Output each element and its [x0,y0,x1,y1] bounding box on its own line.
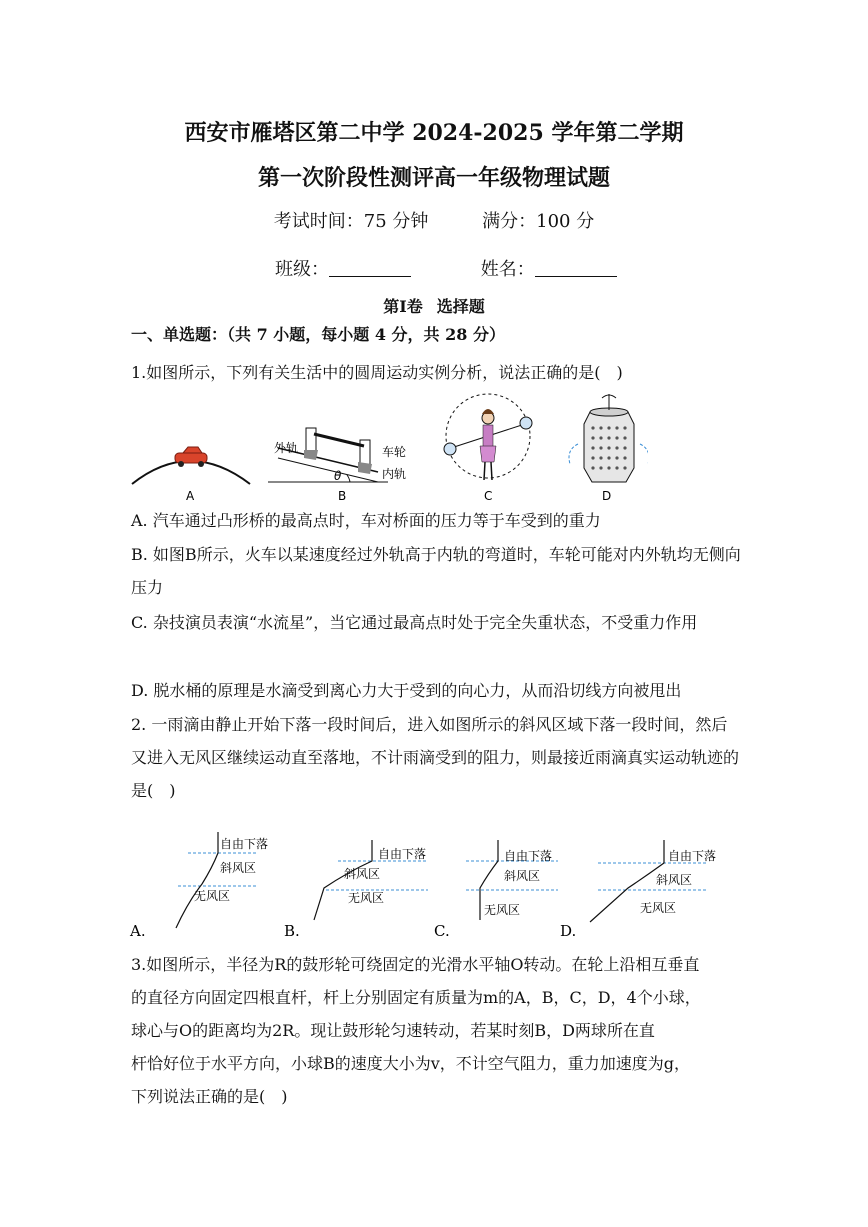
q2-figure [128,828,738,940]
q2-b-slant-wind-label: 斜风区 [344,867,381,881]
full-score: 满分：100 分 [482,211,595,232]
q1-option-b: B. 如图B所示，火车以某速度经过外轨高于内轨的弯道时，车轮可能对内外轨均无侧向压力 [131,545,741,597]
q3-stem-line4: 杆恰好位于水平方向，小球B的速度大小为v，不计空气阻力，重力加速度为g， [131,1054,691,1073]
fig-label-theta: θ [334,469,342,483]
fig-label-a: A [186,489,195,503]
q1-figure [128,388,648,506]
section-name: 选择题 [436,297,485,316]
q3-stem-line3: 球心与O的距离均为2R。现让鼓形轮匀速转动，若某时刻B，D两球所在直 [131,1021,655,1040]
fig-label-outer-rail: 外轨 [274,441,299,455]
q3-stem-line2: 的直径方向固定四根直杆，杆上分别固定有质量为m的A，B，C，D，4个小球， [131,988,701,1007]
fig-label-d: D [602,489,612,503]
q2-a-letter: A. [130,922,146,940]
q1-option-d: D. 脱水桶的原理是水滴受到离心力大于受到的向心力，从而沿切线方向被甩出 [131,681,682,700]
q2-option-b-diagram [284,840,428,940]
section-title [0,294,868,317]
q2-b-letter: B. [284,922,300,940]
exam-title-line1: 西安市雁塔区第二中学 2024-2025 学年第二学期 [184,120,684,146]
exam-title-line2: 第一次阶段性测评高一年级物理试题 [257,165,610,191]
fig-a-bridge [132,447,250,503]
q1-option-c: C. 杂技演员表演“水流星”，当它通过最高点时处于完全失重状态，不受重力作用 [131,613,698,632]
q2-a-slant-wind-label: 斜风区 [220,861,257,875]
exam-time: 考试时间：75 分钟 [273,211,429,232]
fig-label-inner-rail: 内轨 [382,467,407,481]
q1-option-a: A. 汽车通过凸形桥的最高点时，车对桥面的压力等于车受到的重力 [131,511,601,530]
section-volume: 第Ⅰ卷 [383,297,423,316]
q2-stem: 2. 一雨滴由静止开始下落一段时间后，进入如图所示的斜风区域下落一段时间，然后又进入无风区继续运动直至落地，不计雨滴受到的阻力，则最接近雨滴真实运动轨迹的是( ) [131,715,740,800]
name-field [481,255,617,281]
q2-d-free-fall-label: 自由下落 [668,849,717,863]
q2-a-free-fall-label: 自由下落 [220,837,269,851]
q2-option-d-diagram [560,840,716,940]
q1-stem: 1.如图所示，下列有关生活中的圆周运动实例分析，说法正确的是( ) [131,363,623,382]
class-blank [329,260,411,277]
q3-stem-line5: 下列说法正确的是( ) [131,1087,288,1106]
fig-c-water-meteor [444,394,532,503]
class-field [275,255,411,281]
q2-c-free-fall-label: 自由下落 [504,849,553,863]
name-label: 姓名： [480,259,535,280]
q2-d-slant-wind-label: 斜风区 [656,873,693,887]
fig-label-wheel: 车轮 [382,445,407,459]
class-label: 班级： [275,259,329,280]
q2-a-no-wind-label: 无风区 [194,889,231,903]
q2-b-free-fall-label: 自由下落 [378,847,427,861]
student-fields [275,255,617,281]
q2-c-no-wind-label: 无风区 [484,903,521,917]
part1-heading: 一、单选题：（共 7 小题，每小题 4 分，共 28 分） [131,325,505,344]
q2-c-slant-wind-label: 斜风区 [504,869,541,883]
q2-d-letter: D. [560,922,577,940]
fig-d-spin-dryer [569,394,648,503]
q2-option-c-diagram [434,840,558,940]
q2-c-letter: C. [434,922,450,940]
name-blank [535,260,617,277]
q3-stem-line1: 3.如图所示，半径为R的鼓形轮可绕固定的光滑水平轴O转动。在轮上沿相互垂直 [131,955,700,974]
fig-b-track [268,428,406,503]
q2-d-no-wind-label: 无风区 [640,901,677,915]
fig-label-c: C [484,489,493,503]
exam-info [0,207,868,233]
q2-option-a-diagram [129,832,268,940]
fig-label-b: B [338,489,347,503]
q2-b-no-wind-label: 无风区 [348,891,385,905]
